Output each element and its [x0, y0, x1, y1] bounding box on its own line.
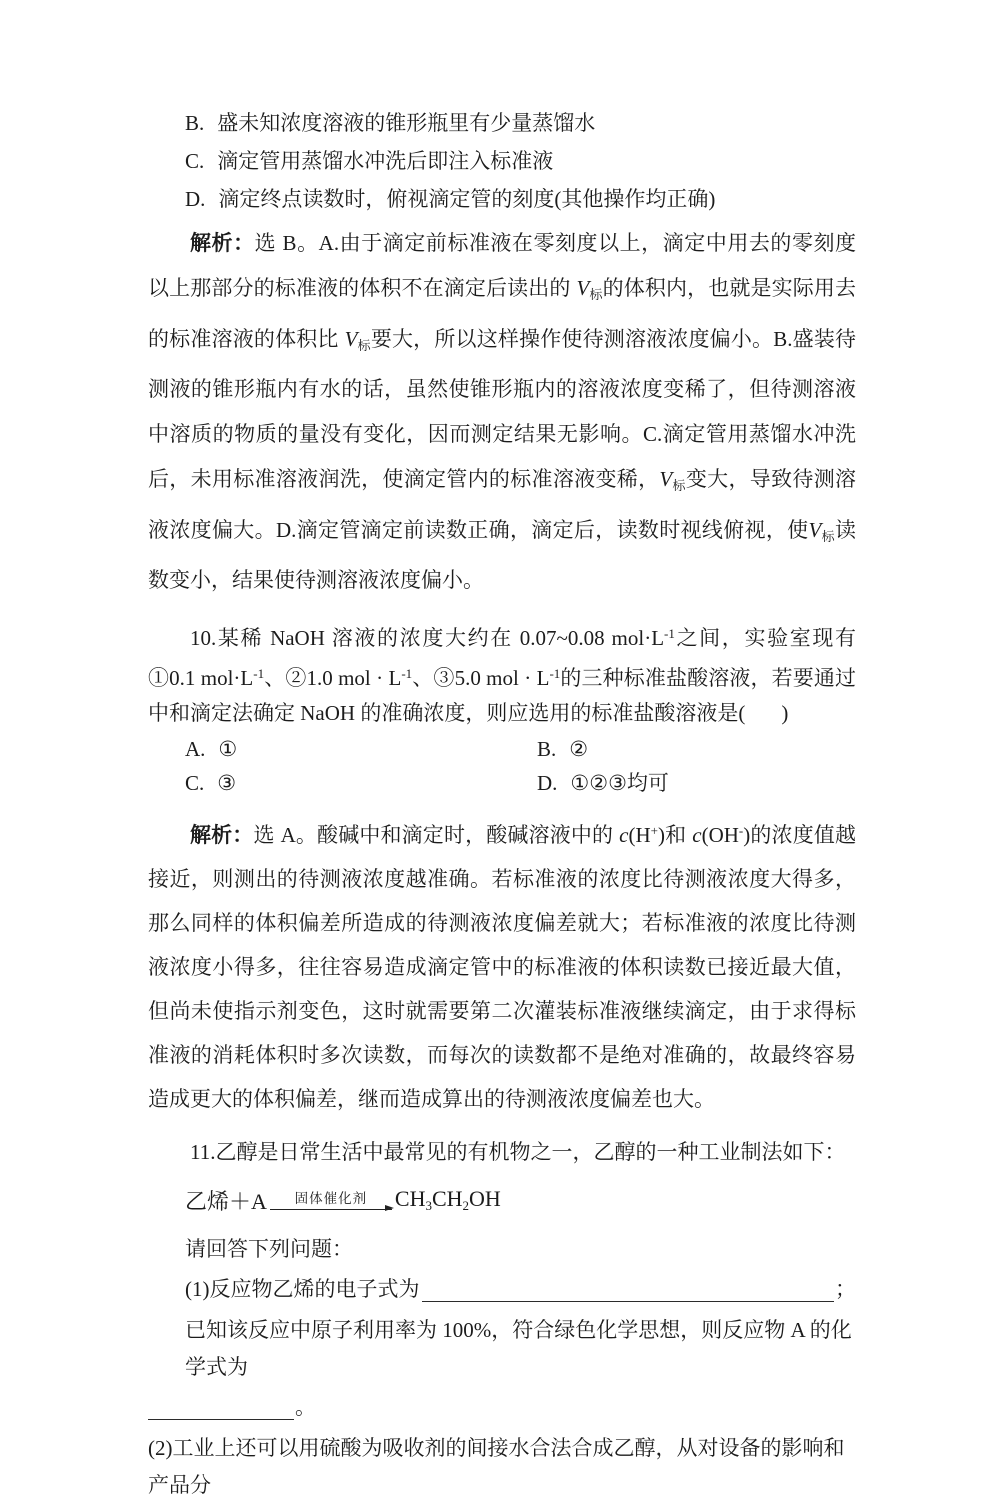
q9-analysis: 解析：选 B。A.由于滴定前标准液在零刻度以上，滴定中用去的零刻度以上那部分的标准液的体积不在滴定后读出的 $V_标$的体积内，也就是实际用去的标准溶液的体积比 $V_标$要大，所以这样操作使待测溶液浓度偏小。B.盛装待测液的锥形瓶内有水的话，虽然使锥形瓶内的溶液浓度变稀了，但待测溶液中溶质的物质的量没有变化，因而测定结果无影响。C.滴定管用蒸馏水冲洗后，未用标准溶液润洗，使滴定管内的标准溶液变稀，$V_标$变大，导致待测溶液浓度偏大。D.滴定管滴定前读数正确，滴定后，读数时视线俯视，使$V_标$读数变小，结果使待测溶液浓度偏小。 [148, 231, 857, 592]
q11-item1-punct: ； [835, 1277, 856, 1301]
q11-item1-line1 [148, 1270, 856, 1308]
q11-item2: (2)工业上还可以用硫酸为吸收剂的间接水合法合成乙醇，从对设备的影响和产品分 [148, 1436, 845, 1497]
q11-stem: 11.乙醇是日常生活中最常见的有机物之一，乙醇的一种工业制法如下： [190, 1140, 846, 1164]
q11-prompt: 请回答下列问题： [185, 1237, 353, 1261]
q10-option-d: D. ①②③均可 [537, 771, 669, 795]
q11-reaction-equation [148, 1173, 856, 1227]
q9-option-b: B. 盛未知浓度溶液的锥形瓶里有少量蒸馏水 [185, 111, 596, 135]
q10-option-a: A. ① [185, 737, 238, 761]
right-arrow-icon [270, 1209, 392, 1210]
q11-item1-line3 [148, 1388, 856, 1426]
reaction-reactants: 乙烯＋A [185, 1188, 267, 1214]
q11-item1-line2: 已知该反应中原子利用率为 100%，符合绿色化学思想，则反应物 A 的化学式为 [185, 1318, 852, 1379]
q10-option-c: C. ③ [185, 771, 237, 795]
q10-analysis: 解析：选 A。酸碱中和滴定时，酸碱溶液中的 c(H+)和 c(OH-)的浓度值越接近，则测出的待测液浓度越准确。若标准液的浓度比待测液浓度大得多，那么同样的体积偏差所造成的待测液浓度偏差就大；若标准液的浓度比待测液浓度小得多，往往容易造成滴定管中的标准液的体积读数已接近最大值，但尚未使指示剂变色，这时就需要第二次灌装标准液继续滴定，由于求得标准液的消耗体积时多次读数，而每次的读数都不是绝对准确的，故最终容易造成更大的体积偏差，继而造成算出的待测液浓度偏差也大。 [148, 823, 856, 1111]
q10-options [148, 732, 856, 800]
q9-option-c: C. 滴定管用蒸馏水冲洗后即注入标准液 [185, 149, 554, 173]
answer-blank-long [422, 1299, 835, 1302]
q10-stem: 10.某稀 NaOH 溶液的浓度大约在 0.07~0.08 $mol\cdot L^{-1}$之间，实验室现有①0.1 $mol\cdot L^{-1}$、②1.0 mol · $L^{-1}$、③5.0 mol · $L^{-1}$的三种标准盐酸溶液，若要通过中和滴定法确定 NaOH 的准确浓度，则应选用的标准盐酸溶液是( ) [148, 626, 857, 725]
q9-option-d: D. 滴定终点读数时，俯视滴定管的刻度(其他操作均正确) [185, 187, 716, 211]
reaction-condition: 固体催化剂 [294, 1190, 368, 1206]
reaction-arrow [270, 1191, 392, 1210]
q11-item1-text: (1)反应物乙烯的电子式为 [185, 1277, 420, 1301]
q11-item1-line3-punct: 。 [295, 1395, 316, 1419]
reaction-product: $CH_3CH_2OH$ [394, 1186, 501, 1213]
q10-option-b: B. ② [537, 737, 589, 761]
answer-blank-short [148, 1417, 294, 1420]
page-content [148, 0, 856, 1504]
